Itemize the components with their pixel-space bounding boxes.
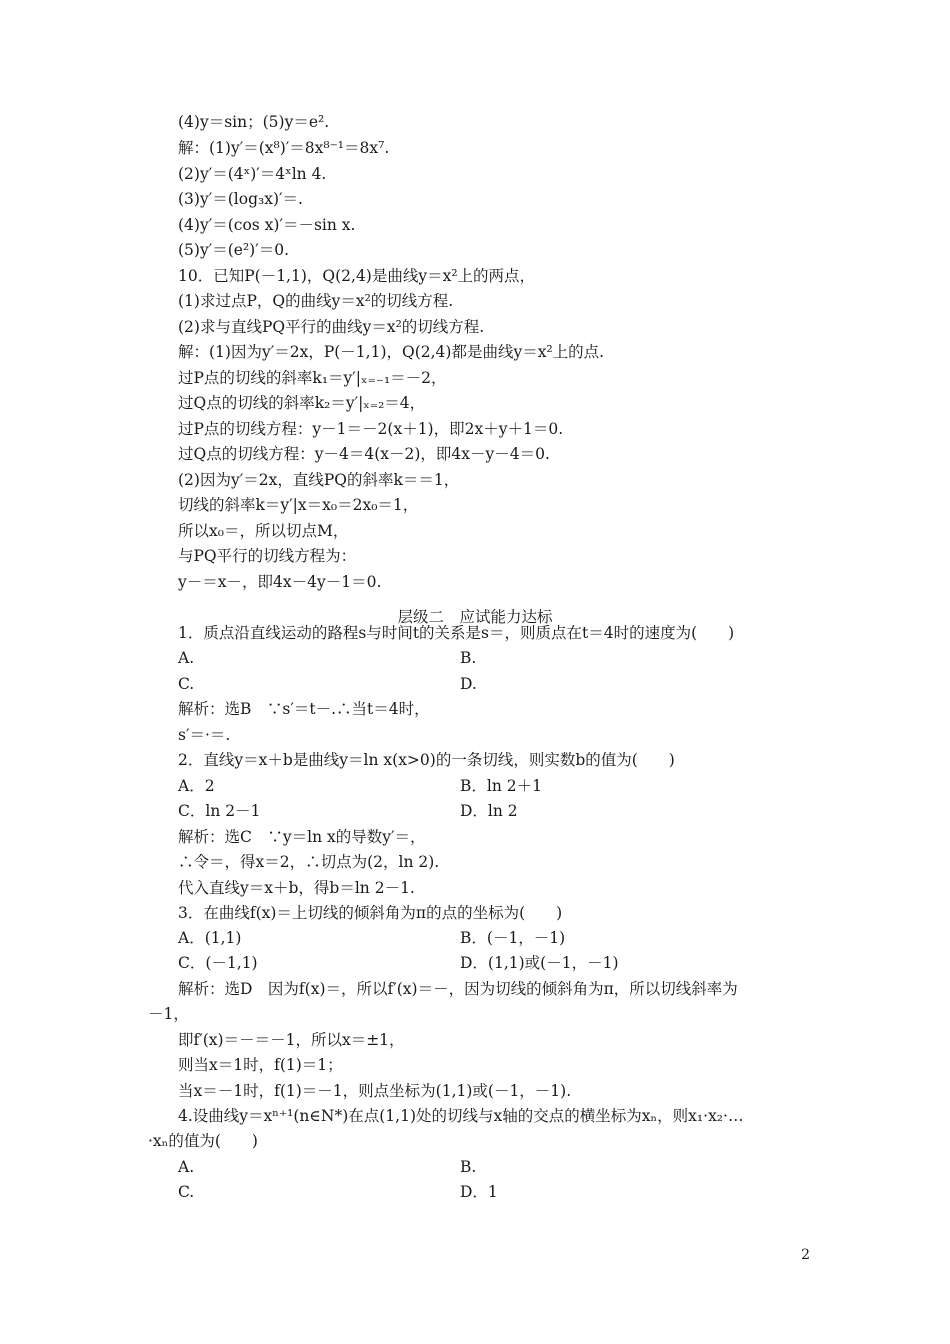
text-line: 10．已知P(－1,1)，Q(2,4)是曲线y＝x²上的两点， bbox=[178, 267, 536, 285]
option-line: D. bbox=[460, 675, 477, 693]
text-line: (2)y′＝(4ˣ)′＝4ˣln 4. bbox=[178, 165, 327, 183]
text-line: 过Q点的切线方程：y－4＝4(x－2)，即4x－y－4＝0. bbox=[178, 445, 550, 463]
text-line: A. bbox=[178, 649, 195, 667]
option-line: B. bbox=[460, 649, 477, 667]
text-line: 解析：选B ∵s′＝t－.∴当t＝4时， bbox=[178, 700, 430, 718]
option-line: D．(1,1)或(－1，－1) bbox=[460, 954, 619, 972]
option-line: D．1 bbox=[460, 1183, 498, 1201]
text-line: 解：(1)y′＝(x⁸)′＝8x⁸⁻¹＝8x⁷. bbox=[178, 139, 390, 157]
text-line: 代入直线y＝x＋b，得b＝ln 2－1. bbox=[178, 879, 415, 897]
text-line: A. bbox=[178, 1158, 195, 1176]
text-line: (3)y′＝(log₃x)′＝. bbox=[178, 190, 303, 208]
text-line: 解：(1)因为y′＝2x，P(－1,1)，Q(2,4)都是曲线y＝x²上的点. bbox=[178, 343, 605, 361]
text-line: 则当x＝1时，f(1)＝1； bbox=[178, 1056, 343, 1074]
text-line: 解析：选C ∵y＝ln x的导数y′＝， bbox=[178, 828, 426, 846]
option-line: B. bbox=[460, 1158, 477, 1176]
text-line: 所以x₀＝，所以切点M， bbox=[178, 522, 349, 540]
option-line: D．ln 2 bbox=[460, 802, 518, 820]
option-line: B．ln 2＋1 bbox=[460, 777, 542, 795]
text-line: y－＝x－，即4x－4y－1＝0. bbox=[178, 573, 382, 591]
text-line: 即f′(x)＝－＝－1，所以x＝±1， bbox=[178, 1031, 405, 1049]
text-line: A．(1,1) bbox=[178, 929, 242, 947]
text-line: (2)求与直线PQ平行的曲线y＝x²的切线方程. bbox=[178, 318, 485, 336]
text-line: C. bbox=[178, 675, 195, 693]
text-line: (4)y＝sin；(5)y＝e². bbox=[178, 113, 330, 131]
text-line: (4)y′＝(cos x)′＝－sin x. bbox=[178, 216, 356, 234]
text-line: 切线的斜率k＝y′|x＝x₀＝2x₀＝1， bbox=[178, 496, 419, 514]
text-line: A．2 bbox=[178, 777, 215, 795]
text-line: 过Q点的切线的斜率k₂＝y′|ₓ₌₂＝4， bbox=[178, 394, 426, 412]
text-line: C. bbox=[178, 1183, 195, 1201]
text-line: 4.设曲线y＝xⁿ⁺¹(n∈N*)在点(1,1)处的切线与x轴的交点的横坐标为xₙ，则x₁·x₂·… bbox=[178, 1107, 744, 1125]
text-line: (2)因为y′＝2x，直线PQ的斜率k＝＝1， bbox=[178, 471, 460, 489]
text-line: 3．在曲线f(x)＝上切线的倾斜角为π的点的坐标为( ) bbox=[178, 904, 563, 922]
text-line: ∴令＝，得x＝2，∴切点为(2，ln 2). bbox=[178, 853, 440, 871]
text-line: s′＝·＝. bbox=[178, 726, 231, 744]
page-number: 2 bbox=[801, 1247, 810, 1263]
text-line: C．ln 2－1 bbox=[178, 802, 261, 820]
text-line: (1)求过点P，Q的曲线y＝x²的切线方程. bbox=[178, 292, 454, 310]
text-line: ·xₙ的值为( ) bbox=[148, 1132, 258, 1150]
text-line: 解析：选D 因为f(x)＝，所以f′(x)＝－，因为切线的倾斜角为π，所以切线斜率为 bbox=[178, 980, 738, 998]
option-line: B．(－1，－1) bbox=[460, 929, 566, 947]
text-line: 过P点的切线方程：y－1＝－2(x＋1)，即2x＋y＋1＝0. bbox=[178, 420, 564, 438]
text-line: C．(－1,1) bbox=[178, 954, 258, 972]
text-line: 与PQ平行的切线方程为： bbox=[178, 547, 357, 565]
text-line: 过P点的切线的斜率k₁＝y′|ₓ₌₋₁＝－2， bbox=[178, 369, 447, 387]
text-line: (5)y′＝(e²)′＝0. bbox=[178, 241, 290, 259]
text-line: 2．直线y＝x＋b是曲线y＝ln x(x>0)的一条切线，则实数b的值为( ) bbox=[178, 751, 675, 769]
text-line: 1．质点沿直线运动的路程s与时间t的关系是s＝，则质点在t＝4时的速度为( ) bbox=[178, 624, 735, 642]
section-title: 层级二 应试能力达标 bbox=[397, 608, 553, 626]
text-line: 当x＝－1时，f(1)＝－1，则点坐标为(1,1)或(－1，－1). bbox=[178, 1082, 572, 1100]
text-line: －1， bbox=[148, 1005, 189, 1023]
